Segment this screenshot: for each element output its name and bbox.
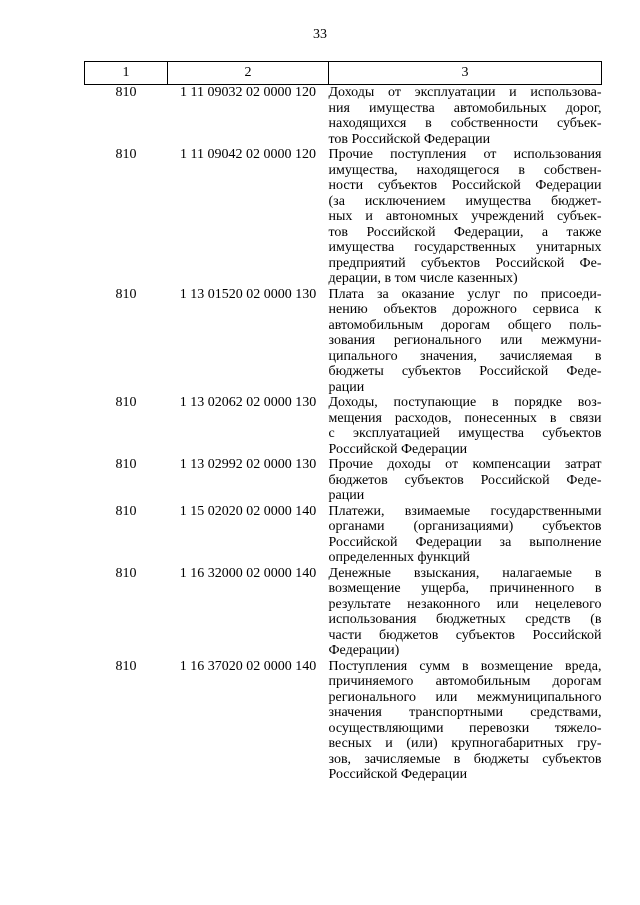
description-line: использования бюджетных средств (в xyxy=(328,612,602,627)
admin-code-cell: 810 xyxy=(115,85,137,100)
description-line: предприятий субъектов Российской Фе- xyxy=(328,255,602,271)
admin-code-cell: 810 xyxy=(115,457,137,472)
admin-code-cell: 810 xyxy=(115,147,137,162)
description-cell xyxy=(329,85,602,148)
description-line: Российской Федерации xyxy=(328,767,468,782)
table-body xyxy=(85,85,602,783)
description-line: осуществляющими перевозки тяжело- xyxy=(328,720,602,736)
description-cell xyxy=(329,287,602,396)
description-line: возмещение ущерба, причиненного в xyxy=(328,581,602,596)
description-line: зов, зачисляемые в бюджеты субъектов xyxy=(328,751,602,767)
table-row xyxy=(85,85,602,148)
description-line: дерации, в том числе казенных) xyxy=(328,271,518,286)
description-line: Российской Федерации за выполнение xyxy=(328,534,602,550)
description-line: регионального или межмуниципального xyxy=(328,689,602,705)
description-line: тов Российской Федерации, а также xyxy=(328,224,602,240)
description-line: Денежные взыскания, налагаемые в xyxy=(328,565,602,581)
description-line: ния имущества автомобильных дорог, xyxy=(328,100,602,116)
description-line: Прочие поступления от использования xyxy=(328,147,602,162)
description-line: мещения расходов, понесенных в связи xyxy=(328,410,602,426)
income-code-cell: 1 16 32000 02 0000 140 xyxy=(179,565,317,581)
income-code-cell: 1 13 01520 02 0000 130 xyxy=(179,286,317,302)
table-row xyxy=(85,659,602,783)
description-line: рации xyxy=(328,379,365,395)
income-code-cell: 1 16 37020 02 0000 140 xyxy=(179,658,317,674)
description-line: Поступления сумм в возмещение вреда, xyxy=(328,658,602,674)
description-line: весных и (или) крупногабаритных гру- xyxy=(328,736,602,751)
table-row xyxy=(85,395,602,457)
description-cell xyxy=(329,566,602,659)
description-cell xyxy=(329,659,602,783)
description-line: бюджеты субъектов Российской Феде- xyxy=(328,364,602,379)
income-code-cell: 1 13 02062 02 0000 130 xyxy=(179,395,317,410)
description-line: Доходы, поступающие в порядке воз- xyxy=(328,395,602,410)
description-line: Доходы от эксплуатации и использова- xyxy=(328,85,602,100)
income-code-cell: 1 11 09032 02 0000 120 xyxy=(180,85,316,100)
description-line: имущества, находящегося в собствен- xyxy=(328,162,602,178)
admin-code-cell: 810 xyxy=(115,286,137,302)
description-cell xyxy=(329,395,602,457)
description-line: рации xyxy=(328,488,365,503)
description-line: нению объектов дорожного сервиса к xyxy=(328,302,602,317)
description-line: (за исключением имущества бюджет- xyxy=(328,193,602,209)
column-header-row xyxy=(85,62,602,85)
admin-code-cell: 810 xyxy=(115,658,137,674)
admin-code-cell: 810 xyxy=(115,565,137,581)
description-line: причиняемого автомобильным дорогам xyxy=(328,674,602,689)
admin-code-cell: 810 xyxy=(115,395,137,410)
description-line: Федерации) xyxy=(328,643,400,658)
description-cell xyxy=(329,147,602,287)
column-header-1: 1 xyxy=(85,62,168,85)
description-line: значения транспортными средствами, xyxy=(328,705,602,720)
column-header-2: 2 xyxy=(168,62,329,85)
table-row xyxy=(85,504,602,566)
description-cell xyxy=(329,504,602,566)
income-code-cell: 1 11 09042 02 0000 120 xyxy=(180,147,316,162)
description-line: Платежи, взимаемые государственными xyxy=(328,503,602,519)
column-header-3: 3 xyxy=(329,62,602,85)
income-code-cell: 1 15 02020 02 0000 140 xyxy=(179,503,317,519)
description-line: зования регионального или межмуни- xyxy=(328,333,602,348)
description-line: ности субъектов Российской Федерации xyxy=(328,178,602,193)
description-line: тов Российской Федерации xyxy=(328,131,491,147)
description-line: бюджетов субъектов Российской Феде- xyxy=(328,472,602,488)
description-line: определенных функций xyxy=(328,550,470,565)
description-line: Прочие доходы от компенсации затрат xyxy=(328,457,602,472)
description-line: ципального значения, зачисляемая в xyxy=(328,348,602,364)
description-line: части бюджетов субъектов Российской xyxy=(328,627,602,643)
description-line: результате незаконного или нецелевого xyxy=(328,596,602,612)
admin-code-cell: 810 xyxy=(115,503,137,519)
page-number: 33 xyxy=(313,27,327,42)
description-line: органами (организациями) субъектов xyxy=(328,519,602,534)
budget-codes-table xyxy=(84,61,602,783)
description-line: Российской Федерации xyxy=(328,441,468,457)
description-line: с эксплуатацией имущества субъектов xyxy=(328,426,602,441)
table-row xyxy=(85,566,602,659)
description-line: ных и автономных учреждений субъек- xyxy=(328,209,602,224)
description-line: Плата за оказание услуг по присоеди- xyxy=(328,286,602,302)
table-row xyxy=(85,287,602,396)
description-line: автомобильным дорогам общего поль- xyxy=(328,317,602,333)
description-line: находящихся в собственности субъек- xyxy=(328,116,602,131)
table-row xyxy=(85,457,602,504)
description-line: имущества государственных унитарных xyxy=(328,240,602,255)
table-row xyxy=(85,147,602,287)
income-code-cell: 1 13 02992 02 0000 130 xyxy=(179,457,317,472)
description-cell xyxy=(329,457,602,504)
